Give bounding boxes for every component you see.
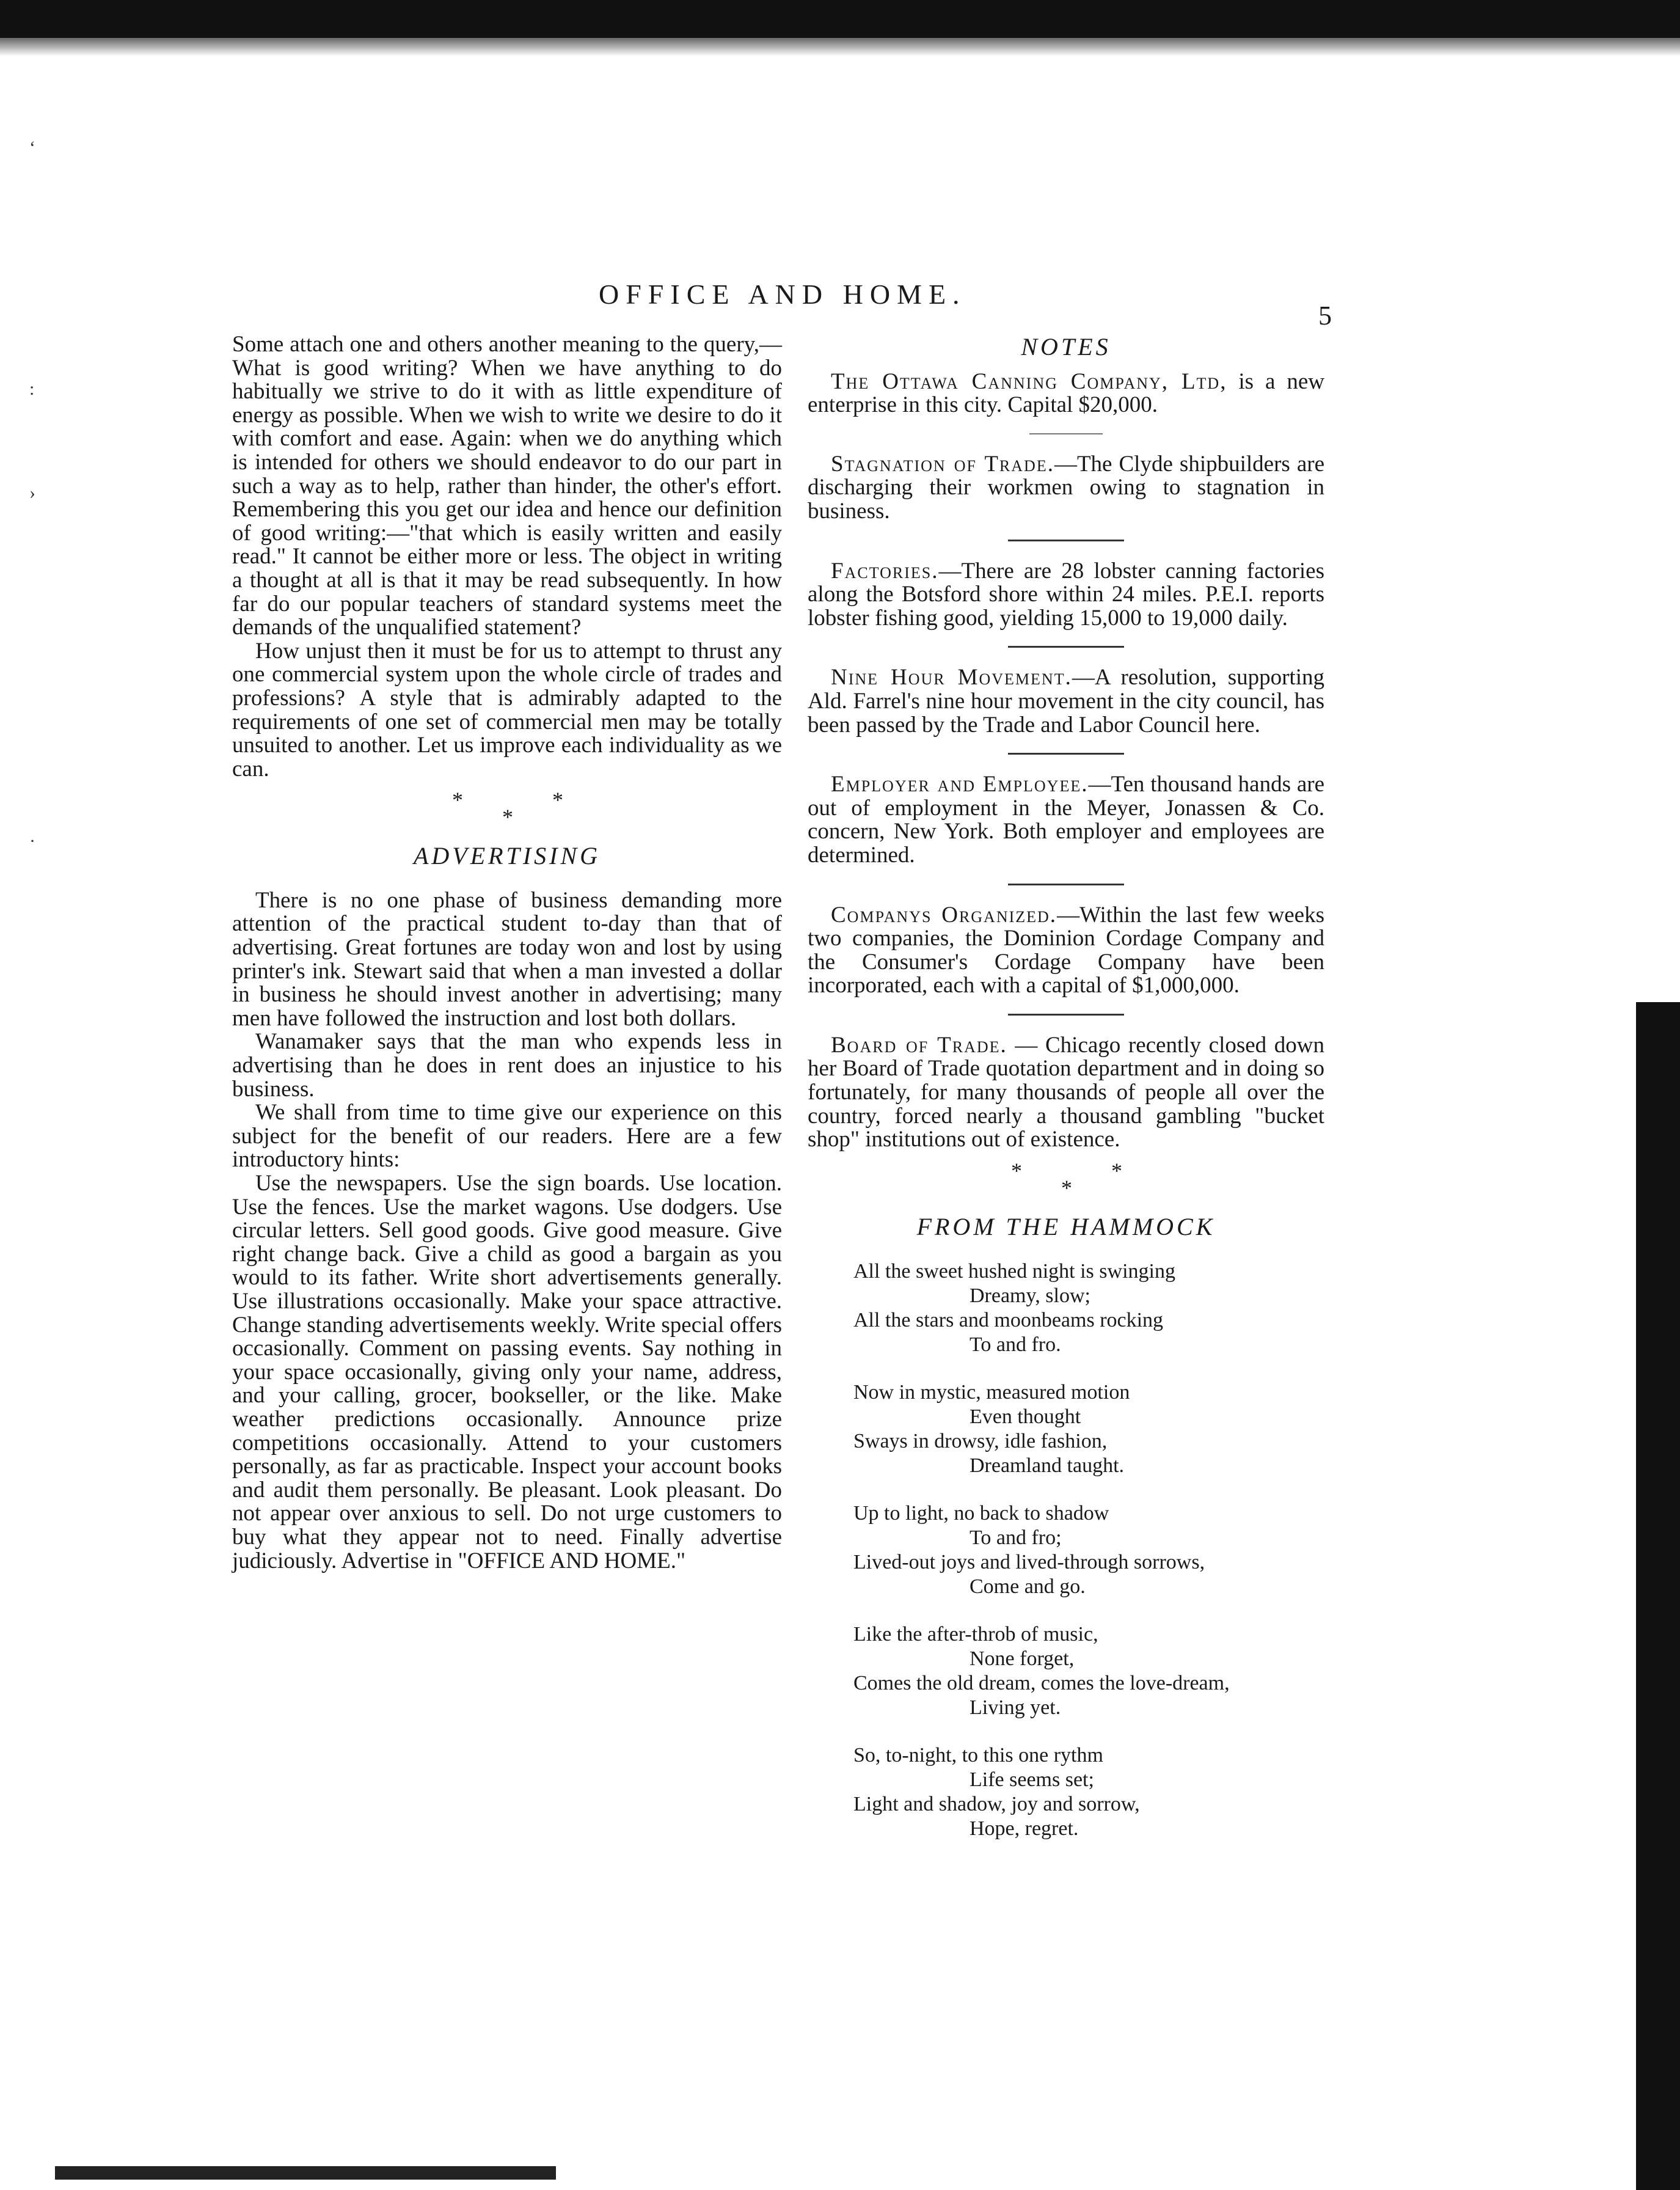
note-item: [808, 666, 1324, 737]
note-text: —Within the last few weeks two companies, the Dominion Cordage Company and the Consumer's Cordage Company have been incorporated, each with a capital of $1,000,000.: [808, 902, 1324, 998]
poem-line: Hope, regret.: [970, 1817, 1079, 1840]
note-text: — Chicago recently closed down her Board of Trade quotation department and in doing so fortunately, for many thousands of people all over the country, forced nearly a thousand gambling "bucket shop" institutions out of existence.: [808, 1032, 1324, 1152]
note-divider: [1008, 753, 1124, 755]
poem-line: Like the after-throb of music,: [853, 1623, 1098, 1646]
margin-speck: :: [29, 379, 35, 399]
poem-stanza: [853, 1501, 1324, 1599]
note-divider: [1008, 1014, 1124, 1016]
note-heading: Board of Trade.: [831, 1032, 1007, 1058]
margin-speck: ·: [29, 831, 35, 851]
advertising-paragraph: Wanamaker says that the man who expends less in advertising than he does in rent does an injustice to his business.: [232, 1029, 782, 1102]
poem-line: All the stars and moonbeams rocking: [853, 1309, 1164, 1332]
poem-title: FROM THE HAMMOCK: [916, 1212, 1216, 1240]
page-header: [0, 278, 1680, 331]
writing-paragraph: How unjust then it must be for us to attempt to thrust any one commercial system upon the whole circle of trades and professions? A style that is admirably adapted to the requirements of one set of commercial men may be totally unsuited to another. Let us improve each individuality as we can.: [232, 638, 782, 782]
advertising-paragraph: There is no one phase of business demanding more attention of the practical student to-day than that of advertising. Great fortunes are today won and lost by using printer's ink. Stewart said that when a man invested a dollar in business he should invest another in advertising; many men have followed the instruction and lost both dollars.: [232, 887, 782, 1031]
notes-title: NOTES: [1021, 333, 1111, 361]
note-item: [808, 453, 1324, 524]
advertising-paragraph: We shall from time to time give our experience on this subject for the benefit of our readers. Here are a few introductory hints:: [232, 1100, 782, 1173]
note-text: —There are 28 lobster canning factories along the Botsford shore within 24 miles. P.E.I. reports lobster fishing good, yielding 15,000 to 19,000 daily.: [808, 558, 1324, 631]
note-heading: Stagnation of Trade.: [831, 451, 1054, 477]
poem: [808, 1259, 1324, 1841]
writing-paragraph: Some attach one and others another meaning to the query,—What is good writing? When we have anything to do habitually we strive to do it with as little expenditure of energy as possible. When we wish to write we desire to do it with comfort and ease. Again: when we do anything which is intended for others we should endeavor to do our part in such a way as to help, rather than hinder, the other's effort. Remembering this you get our idea and hence our definition of good writing:—"that which is easily written and easily read." It cannot be either more or less. The object in writing a thought at all is that it may be read subsequently. In how far do our popular teachers of standard systems meet the demands of the unqualified statement?: [232, 332, 782, 640]
poem-line: Come and go.: [970, 1575, 1086, 1599]
scan-border-top: [0, 0, 1680, 38]
note-divider: [1008, 540, 1124, 541]
poem-line: Now in mystic, measured motion: [853, 1381, 1130, 1404]
note-heading: The Ottawa Canning Company, Ltd,: [831, 368, 1227, 394]
asterism: [808, 1159, 1324, 1202]
asterism-star: *: [1111, 1158, 1122, 1183]
advertising-paragraph: Use the newspapers. Use the sign boards. Use location. Use the fences. Use the market wagons. Use dodgers. Use circular letters. Sell good goods. Give good measure. Give right change back. Give a child as good a bargain as you would to its father. Write short advertisements generally. Use illustrations occasionally. Make your space attractive. Change standing advertisements weekly. Write special offers occasionally. Comment on passing events. Say nothing in your space occasionally, giving only your name, address, and your calling, grocer, bookseller, or the like. Make weather predictions occasionally. Announce prize competitions occasionally. Attend to your customers personally, as far as practicable. Inspect your account books and audit them personally. Be pleasant. Look pleasant. Do not appear over anxious to sell. Do not urge customers to buy what they appear not to need. Finally advertise judiciously. Advertise in "OFFICE AND HOME.": [232, 1171, 782, 1573]
note-divider: [1029, 433, 1103, 434]
asterism-star: *: [1061, 1175, 1072, 1200]
poem-line: Life seems set;: [970, 1768, 1094, 1792]
poem-line: Up to light, no back to shadow: [853, 1502, 1109, 1525]
poem-line: None forget,: [970, 1647, 1075, 1671]
note-text: —Ten thousand hands are out of employment in the Meyer, Jonassen & Co. concern, New York. Both employer and employees are determined.: [808, 772, 1325, 868]
note-item: [808, 773, 1324, 867]
asterism-star: *: [502, 805, 513, 830]
scan-border-right: [1636, 1002, 1680, 2190]
note-heading: Nine Hour Movement.: [831, 665, 1072, 690]
poem-line: Dreamland taught.: [970, 1454, 1125, 1478]
poem-line: Sways in drowsy, idle fashion,: [853, 1430, 1108, 1453]
asterism-star: *: [552, 788, 563, 813]
note-text: —A resolution, supporting Ald. Farrel's nine hour movement in the city council, has been passed by the Trade and Labor Council here.: [808, 665, 1324, 738]
note-divider: [1008, 646, 1124, 648]
right-column: [808, 333, 1324, 1864]
advertising-title: ADVERTISING: [413, 842, 601, 870]
note-item: [808, 904, 1324, 998]
poem-stanza: [853, 1622, 1324, 1720]
poem-line: Living yet.: [970, 1696, 1061, 1719]
poem-line: All the sweet hushed night is swinging: [853, 1260, 1175, 1283]
poem-stanza: [853, 1380, 1324, 1478]
poem-line: To and fro.: [970, 1333, 1061, 1357]
poem-line: Dreamy, slow;: [970, 1284, 1090, 1308]
page-number: 5: [1318, 301, 1332, 331]
poem-line: Even thought: [970, 1405, 1081, 1429]
scan-border-bottom: [55, 2166, 556, 2180]
asterism-star: *: [1011, 1158, 1022, 1183]
note-heading: Companys Organized.: [831, 902, 1057, 928]
note-item: [808, 560, 1324, 631]
poem-line: Light and shadow, joy and sorrow,: [853, 1793, 1140, 1816]
note-text: —The Clyde shipbuilders are discharging their workmen owing to stagnation in business.: [808, 451, 1324, 524]
poem-stanza: [853, 1743, 1324, 1841]
note-text: is a new enterprise in this city. Capital $20,000.: [808, 368, 1324, 418]
note-heading: Factories.: [831, 558, 939, 584]
asterism-star: *: [452, 788, 463, 813]
poem-line: To and fro;: [970, 1526, 1062, 1550]
left-column: [232, 333, 782, 1573]
note-item: [808, 370, 1324, 417]
note-item: [808, 1034, 1324, 1152]
margin-speck: ›: [29, 483, 35, 503]
margin-speck: ‘: [29, 137, 35, 158]
poem-line: Lived-out joys and lived-through sorrows,: [853, 1551, 1205, 1574]
running-head: OFFICE AND HOME.: [599, 279, 966, 310]
poem-stanza: [853, 1259, 1324, 1357]
poem-line: Comes the old dream, comes the love-dream,: [853, 1672, 1230, 1695]
note-divider: [1008, 884, 1124, 885]
note-heading: Employer and Employee.: [831, 772, 1089, 797]
asterism: [232, 788, 782, 831]
poem-line: So, to-night, to this one rythm: [853, 1744, 1103, 1767]
